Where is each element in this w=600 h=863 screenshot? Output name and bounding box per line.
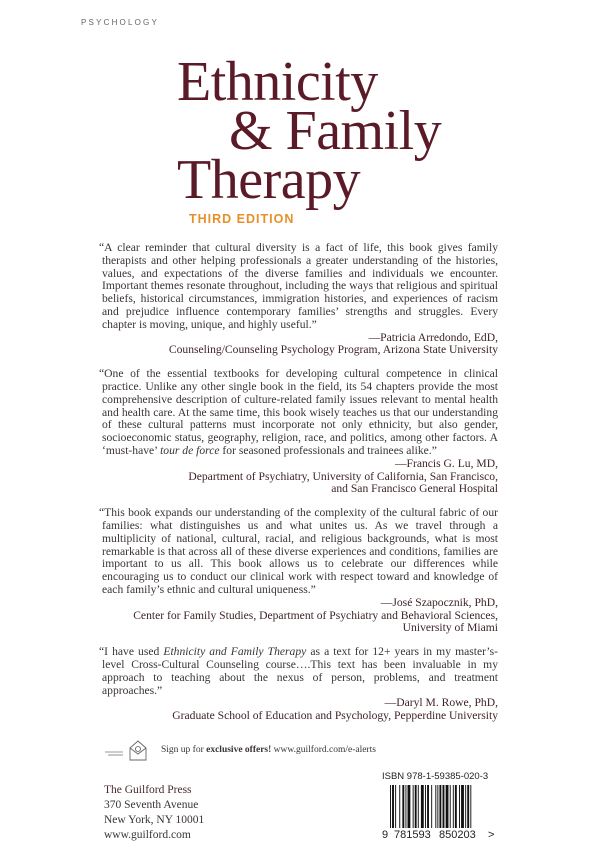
- endorsement-attribution: [99, 332, 498, 358]
- barcode-bar: [459, 785, 460, 828]
- endorser-name: —Patricia Arredondo, EdD,: [368, 330, 498, 344]
- barcode-bar: [399, 785, 400, 828]
- barcode-bar: [413, 785, 414, 828]
- book-title-line-1: Ethnicity: [177, 51, 378, 113]
- barcode-bar: [390, 785, 391, 828]
- barcode-bar: [405, 785, 406, 828]
- address-line: New York, NY 10001: [104, 813, 205, 826]
- barcode-bar: [437, 785, 438, 828]
- text: as a text for 12+ years in my master’s-level Cross-Cultural Counseling course….This text has been invaluable in my approach to teaching about the nexus of person, problems, and treatment approaches.”: [102, 645, 498, 697]
- barcode-bar: [453, 785, 454, 828]
- barcode-digits: 850203: [439, 828, 476, 841]
- barcode-bar: [470, 785, 471, 828]
- endorsement-1: [99, 242, 498, 357]
- endorser-affiliation: Department of Psychiatry, University of California, San Francisco,: [188, 469, 498, 483]
- barcode-bar: [446, 785, 449, 828]
- email-at-icon: [105, 739, 153, 761]
- isbn-barcode-block: [382, 771, 500, 843]
- barcode-bar: [443, 785, 445, 828]
- text: for seasoned professionals and trainees alike.”: [219, 443, 437, 457]
- barcode-bar: [402, 785, 404, 828]
- publisher-name: The Guilford Press: [104, 783, 192, 796]
- category-label: PSYCHOLOGY: [81, 18, 160, 27]
- endorsement-text: [99, 646, 498, 697]
- endorsement-attribution: [99, 597, 498, 635]
- barcode-bar: [461, 785, 464, 828]
- barcode-bar: [467, 785, 469, 828]
- text: “I have used: [99, 645, 164, 659]
- publisher-address: [104, 783, 204, 843]
- book-title-line-2: & Family: [229, 100, 442, 162]
- endorsement-3: [99, 507, 498, 635]
- endorsement-text: [99, 368, 498, 458]
- barcode-bar: [455, 785, 457, 828]
- barcode-bar: [421, 785, 424, 828]
- book-title-line-3: Therapy: [177, 149, 361, 211]
- barcode-numbers: [382, 829, 500, 842]
- endorser-name: —José Szapocznik, PhD,: [380, 595, 498, 609]
- barcode-bar: [408, 785, 411, 828]
- barcode-bar: [418, 785, 419, 828]
- signup-url[interactable]: www.guilford.com/e-alerts: [271, 744, 376, 755]
- barcode-digits: 781593: [394, 828, 431, 841]
- edition-label: THIRD EDITION: [189, 212, 295, 226]
- barcode-digit: 9: [382, 828, 389, 841]
- barcode: [382, 783, 497, 829]
- endorsement-text: “This book expands our understanding of the complexity of the cultural fabric of our families: what distinguishes us and what unites us. As we travel through a multiplicity of national, cultural, racial, and religious backgrounds, what is most remarkable is that across all of these diverse experiences and conditions, families are important to us all. This book allows us to celebrate our differences while encouraging us to conduct our clinical work with respect toward and knowledge of each family’s ethnic and cultural uniqueness.”: [99, 506, 498, 596]
- address-line: 370 Seventh Avenue: [104, 798, 199, 811]
- barcode-bar: [415, 785, 417, 828]
- italic-text: tour de force: [160, 443, 220, 457]
- barcode-bar: [435, 785, 436, 828]
- endorser-affiliation: Graduate School of Education and Psychology, Pepperdine University: [172, 709, 498, 723]
- endorsement-text: “A clear reminder that cultural diversity is a fact of life, this book gives family therapists and other helping professionals a greater understanding of the histories, values, and expectations of the diverse families and individuals we encounter. Important themes resonate throughout, including the ways that religious and spiritual beliefs, historical circumstances, immigration histories, and experiences of racism and prejudice influence contemporary families’ strengths and struggles. Every chapter is moving, unique, and highly useful.”: [99, 241, 498, 331]
- isbn-label: ISBN 978-1-59385-020-3: [382, 770, 489, 782]
- barcode-bar: [450, 785, 451, 828]
- endorser-name: —Daryl M. Rowe, PhD,: [384, 696, 498, 710]
- barcode-bar: [425, 785, 426, 828]
- endorsement-attribution: [99, 697, 498, 723]
- barcode-bar: [427, 785, 429, 828]
- italic-text: Ethnicity and Family Therapy: [163, 645, 307, 659]
- cover-footer: [99, 771, 498, 843]
- barcode-bar: [465, 785, 466, 828]
- endorser-affiliation: Center for Family Studies, Department of Psychiatry and Behavioral Sciences,: [133, 608, 498, 622]
- barcode-bar: [395, 785, 396, 828]
- endorser-affiliation: Counseling/Counseling Psychology Program, Arizona State University: [168, 343, 498, 357]
- text: “One of the essential textbooks for developing cultural competence in clinical practice. Unlike any other single book in the field, its 54 chapters provide the most comprehensive description of culture-related family issues relevant to mental health and health care. At the same time, this book wisely teaches us that our understanding of these cultural patterns must incorporate not only ethnicity, but also gender, socioeconomic status, geography, religion, race, and politics, among other factors. A ‘must-have’: [99, 367, 498, 457]
- endorser-name: —Francis G. Lu, MD,: [394, 456, 498, 470]
- barcode-bar: [431, 785, 432, 828]
- barcode-bar: [392, 785, 394, 828]
- endorsement-attribution: [99, 458, 498, 496]
- barcode-bar: [439, 785, 441, 828]
- endorser-affiliation: and San Francisco General Hospital: [331, 482, 498, 496]
- endorser-affiliation: University of Miami: [402, 621, 498, 635]
- barcode-arrow: >: [488, 828, 495, 841]
- endorsement-2: [99, 368, 498, 496]
- signup-offer: exclusive offers!: [206, 744, 272, 755]
- signup-line: [105, 739, 498, 761]
- endorsement-4: [99, 646, 498, 723]
- publisher-website[interactable]: www.guilford.com: [104, 828, 191, 841]
- signup-text: Sign up for: [161, 744, 207, 755]
